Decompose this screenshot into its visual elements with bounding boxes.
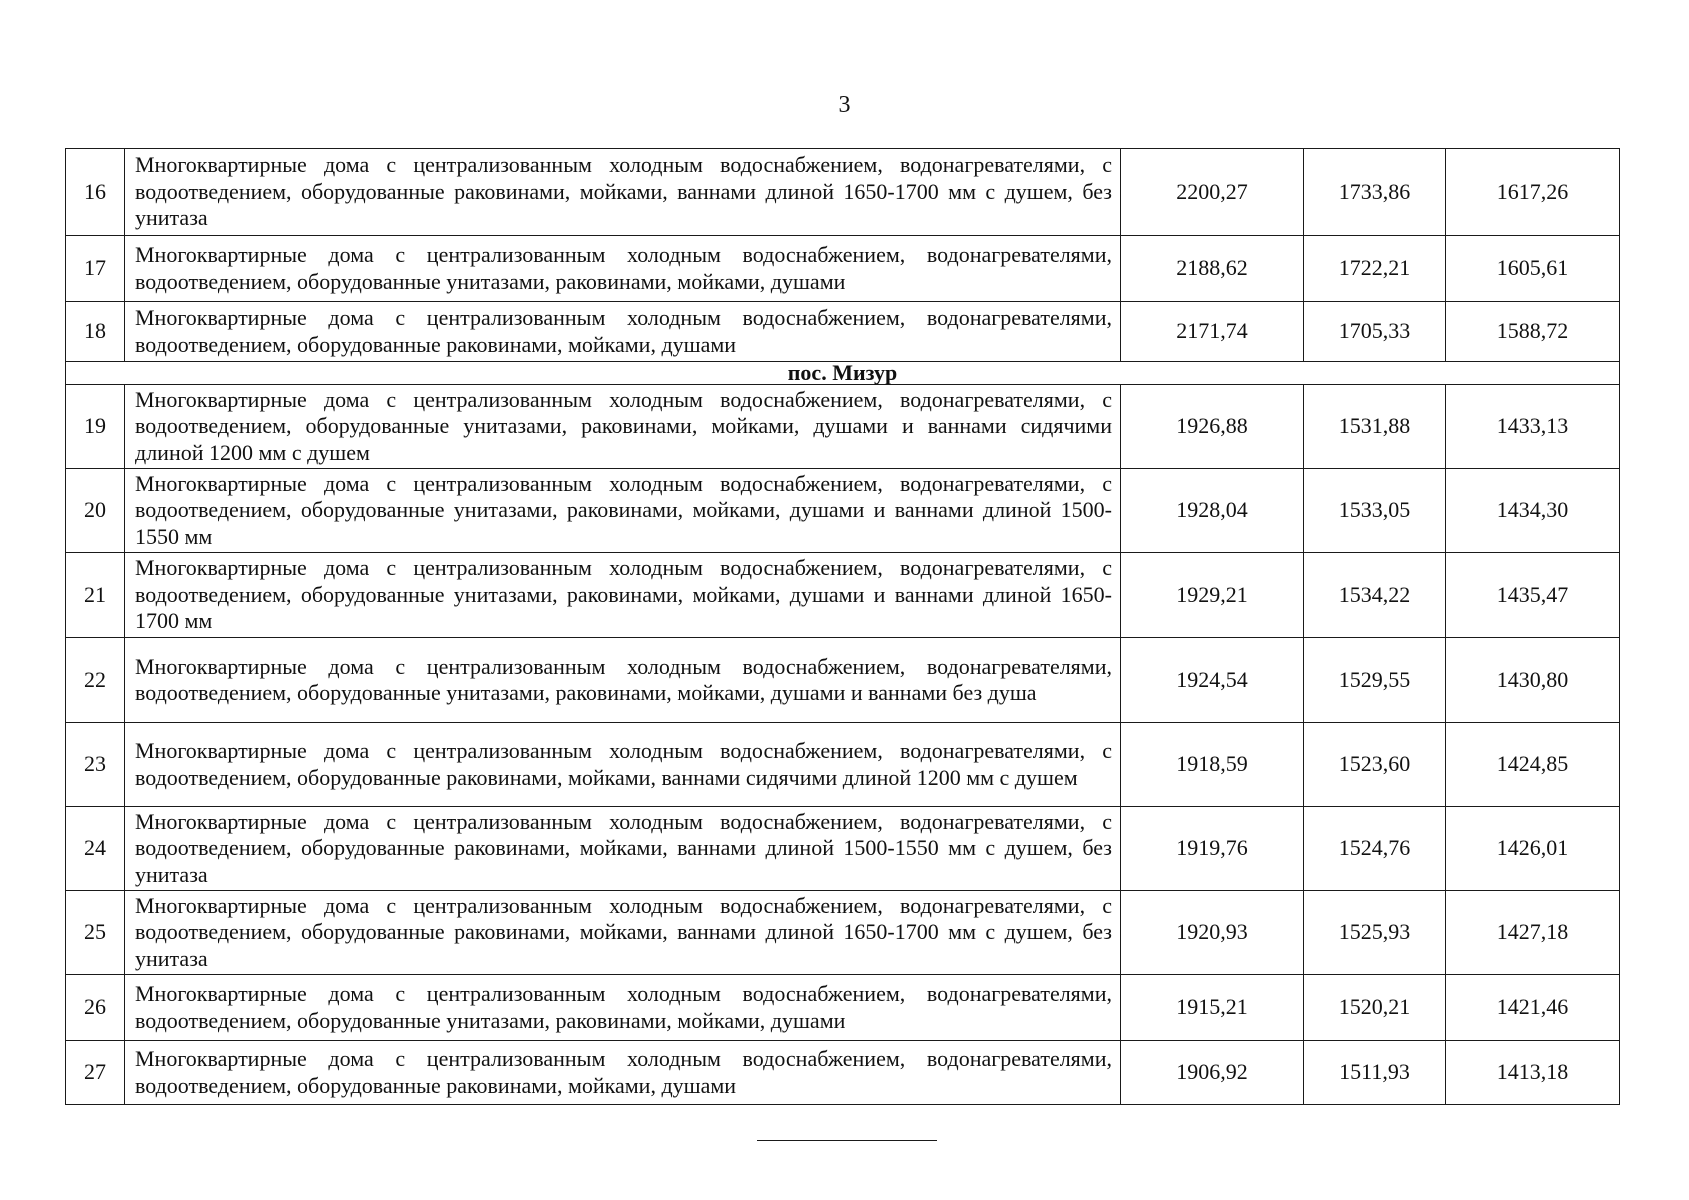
- row-value-2: 1534,22: [1304, 553, 1446, 638]
- row-value-2: 1524,76: [1304, 807, 1446, 891]
- table-row: [66, 638, 1620, 723]
- table-row: [66, 385, 1620, 469]
- row-value-3: 1605,61: [1446, 236, 1620, 302]
- row-value-3: 1430,80: [1446, 638, 1620, 723]
- row-number: 27: [66, 1041, 125, 1105]
- table-row: [66, 469, 1620, 553]
- row-value-1: 1919,76: [1121, 807, 1304, 891]
- table-row: [66, 723, 1620, 807]
- section-row: [66, 362, 1620, 385]
- row-value-1: 2171,74: [1121, 302, 1304, 362]
- row-value-3: 1617,26: [1446, 149, 1620, 236]
- row-value-3: 1427,18: [1446, 891, 1620, 975]
- table-row: [66, 302, 1620, 362]
- row-description: Многоквартирные дома с централизованным холодным водоснабжением, водонагревателями, водоотведением, оборудованные раковинами, мойками, душами: [125, 302, 1121, 362]
- row-value-1: 1906,92: [1121, 1041, 1304, 1105]
- row-value-3: 1433,13: [1446, 385, 1620, 469]
- row-number: 23: [66, 723, 125, 807]
- row-number: 25: [66, 891, 125, 975]
- table-row: [66, 553, 1620, 638]
- end-of-document-rule: [757, 1140, 937, 1141]
- row-value-2: 1533,05: [1304, 469, 1446, 553]
- row-value-3: 1426,01: [1446, 807, 1620, 891]
- row-value-2: 1529,55: [1304, 638, 1446, 723]
- row-number: 26: [66, 975, 125, 1041]
- row-description: Многоквартирные дома с централизованным холодным водоснабжением, водонагревателями, с водоотведением, оборудованные раковинами, мойками, ваннами длиной 1500-1550 мм с душем, без унитаза: [125, 807, 1121, 891]
- row-value-2: 1531,88: [1304, 385, 1446, 469]
- row-description: Многоквартирные дома с централизованным холодным водоснабжением, водонагревателями, с водоотведением, оборудованные унитазами, раковинами, мойками, душами и ваннами сидячими длиной 1200 мм с душем: [125, 385, 1121, 469]
- row-value-1: 1920,93: [1121, 891, 1304, 975]
- row-number: 17: [66, 236, 125, 302]
- tariff-table-body: [66, 149, 1620, 1105]
- row-number: 16: [66, 149, 125, 236]
- row-value-2: 1520,21: [1304, 975, 1446, 1041]
- row-value-1: 2200,27: [1121, 149, 1304, 236]
- row-description: Многоквартирные дома с централизованным холодным водоснабжением, водонагревателями, с водоотведением, оборудованные унитазами, раковинами, мойками, душами и ваннами длиной 1500-1550 мм: [125, 469, 1121, 553]
- row-value-1: 1918,59: [1121, 723, 1304, 807]
- page-number: 3: [838, 92, 851, 118]
- row-value-1: 2188,62: [1121, 236, 1304, 302]
- row-value-1: 1928,04: [1121, 469, 1304, 553]
- row-description: Многоквартирные дома с централизованным холодным водоснабжением, водонагревателями, водоотведением, оборудованные унитазами, раковинами, мойками, душами и ваннами без душа: [125, 638, 1121, 723]
- table-row: [66, 236, 1620, 302]
- row-description: Многоквартирные дома с централизованным холодным водоснабжением, водонагревателями, водоотведением, оборудованные унитазами, раковинами, мойками, душами: [125, 236, 1121, 302]
- row-value-2: 1511,93: [1304, 1041, 1446, 1105]
- table-row: [66, 149, 1620, 236]
- row-number: 22: [66, 638, 125, 723]
- row-value-3: 1588,72: [1446, 302, 1620, 362]
- table-row: [66, 975, 1620, 1041]
- table-row: [66, 807, 1620, 891]
- tariff-table: [65, 148, 1620, 1105]
- row-value-1: 1915,21: [1121, 975, 1304, 1041]
- row-number: 18: [66, 302, 125, 362]
- row-value-3: 1434,30: [1446, 469, 1620, 553]
- row-description: Многоквартирные дома с централизованным холодным водоснабжением, водонагревателями, водоотведением, оборудованные унитазами, раковинами, мойками, душами: [125, 975, 1121, 1041]
- row-description: Многоквартирные дома с централизованным холодным водоснабжением, водонагревателями, с водоотведением, оборудованные раковинами, мойками, ваннами длиной 1650-1700 мм с душем, без унитаза: [125, 149, 1121, 236]
- row-value-3: 1413,18: [1446, 1041, 1620, 1105]
- row-description: Многоквартирные дома с централизованным холодным водоснабжением, водонагревателями, водоотведением, оборудованные раковинами, мойками, душами: [125, 1041, 1121, 1105]
- row-value-3: 1435,47: [1446, 553, 1620, 638]
- row-value-2: 1525,93: [1304, 891, 1446, 975]
- row-value-3: 1421,46: [1446, 975, 1620, 1041]
- row-value-1: 1926,88: [1121, 385, 1304, 469]
- row-value-1: 1924,54: [1121, 638, 1304, 723]
- row-number: 21: [66, 553, 125, 638]
- row-description: Многоквартирные дома с централизованным холодным водоснабжением, водонагревателями, с водоотведением, оборудованные раковинами, мойками, ваннами сидячими длиной 1200 мм с душем: [125, 723, 1121, 807]
- row-description: Многоквартирные дома с централизованным холодным водоснабжением, водонагревателями, с водоотведением, оборудованные раковинами, мойками, ваннами длиной 1650-1700 мм с душем, без унитаза: [125, 891, 1121, 975]
- row-number: 19: [66, 385, 125, 469]
- row-value-2: 1722,21: [1304, 236, 1446, 302]
- row-value-1: 1929,21: [1121, 553, 1304, 638]
- section-title: пос. Мизур: [66, 362, 1620, 385]
- row-value-2: 1733,86: [1304, 149, 1446, 236]
- row-value-3: 1424,85: [1446, 723, 1620, 807]
- row-value-2: 1523,60: [1304, 723, 1446, 807]
- row-value-2: 1705,33: [1304, 302, 1446, 362]
- table-row: [66, 1041, 1620, 1105]
- table-row: [66, 891, 1620, 975]
- row-number: 20: [66, 469, 125, 553]
- row-description: Многоквартирные дома с централизованным холодным водоснабжением, водонагревателями, с водоотведением, оборудованные унитазами, раковинами, мойками, душами и ваннами длиной 1650-1700 мм: [125, 553, 1121, 638]
- row-number: 24: [66, 807, 125, 891]
